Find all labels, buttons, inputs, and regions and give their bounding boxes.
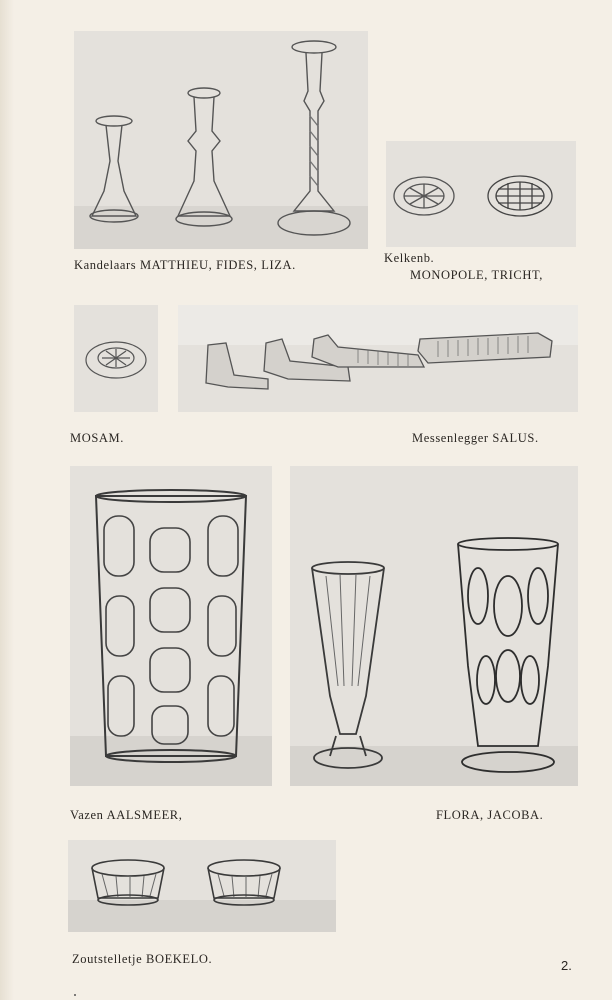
caption-salt-cellars: Zoutstelletje BOEKELO. (72, 952, 213, 966)
caption-candlesticks: Kandelaars MATTHIEU, FIDES, LIZA. (74, 258, 296, 272)
boekelo-salt-cellars-image (68, 840, 336, 932)
candlesticks-photo (74, 31, 368, 249)
mosam-photo (74, 305, 158, 412)
mosam-image (74, 305, 158, 412)
monopole-coaster (394, 177, 454, 215)
boekelo-salt-cellars-photo (68, 840, 336, 932)
page-number: 2. (561, 958, 572, 973)
caption-coasters: MONOPOLE, TRICHT, (410, 268, 544, 282)
caption-kelkenb-label: Kelkenb. (384, 251, 435, 265)
candlesticks-image (74, 31, 368, 249)
caption-mosam: MOSAM. (70, 431, 124, 445)
flora-jacoba-vases-photo (290, 466, 578, 786)
caption-knife-rests: Messenlegger SALUS. (412, 431, 539, 445)
flora-jacoba-vases-image (290, 466, 578, 786)
caption-vases-left: Vazen AALSMEER, (70, 808, 183, 822)
print-speck (74, 994, 76, 996)
book-spine-shadow (0, 0, 14, 1000)
coasters-photo (386, 141, 576, 247)
jacoba-vase (458, 538, 558, 772)
caption-vases-right: FLORA, JACOBA. (436, 808, 544, 822)
aalsmeer-vase-image (70, 466, 272, 786)
knife-rests-photo (178, 305, 578, 412)
tricht-coaster (488, 176, 552, 216)
coasters-image (386, 141, 576, 247)
flora-vase (312, 562, 384, 768)
aalsmeer-vase-photo (70, 466, 272, 786)
knife-rests-image (178, 305, 578, 412)
